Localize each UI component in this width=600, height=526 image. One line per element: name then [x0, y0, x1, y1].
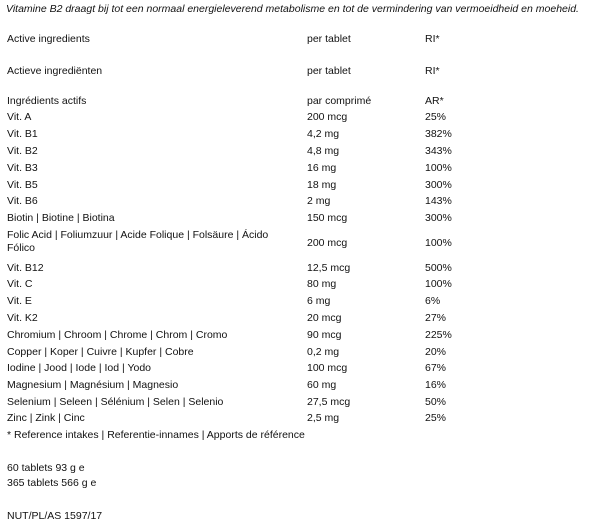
nutrient-name: Vit. B6: [7, 195, 38, 207]
nutrient-amount: 60 mg: [307, 379, 337, 391]
nutrient-amount: 27,5 mcg: [307, 396, 351, 408]
nutrient-amount: 16 mg: [307, 162, 337, 174]
nutrient-ri: 300%: [425, 212, 452, 224]
nutrient-name: Chromium | Chroom | Chrome | Chrom | Cromo: [7, 329, 228, 341]
header-unit: per tablet: [307, 33, 351, 45]
nutrient-ri: 500%: [425, 262, 452, 274]
nutrient-name: Vit. E: [7, 295, 32, 307]
header-ingredients: Ingrédients actifs: [7, 95, 87, 107]
nutrient-ri: 6%: [425, 295, 441, 307]
nutrient-amount: 4,2 mg: [307, 128, 340, 140]
nutrient-amount: 0,2 mg: [307, 346, 340, 358]
nutrient-name: Magnesium | Magnésium | Magnesio: [7, 379, 179, 391]
nutrient-ri: 225%: [425, 329, 452, 341]
nutrient-ri: 20%: [425, 346, 447, 358]
header-ingredients: Active ingredients: [7, 33, 90, 45]
header-ingredients: Actieve ingrediënten: [7, 65, 103, 77]
nutrient-amount: 2 mg: [307, 195, 331, 207]
nutrient-ri: 100%: [425, 237, 452, 249]
nutrient-name: Vit. B3: [7, 162, 38, 174]
nutrient-ri: 16%: [425, 379, 447, 391]
nutrient-name: Vit. C: [7, 278, 33, 290]
nutrient-amount: 20 mcg: [307, 312, 342, 324]
nutrient-amount: 200 mcg: [307, 237, 348, 249]
header-unit: per tablet: [307, 65, 351, 77]
nutrient-ri: 50%: [425, 396, 447, 408]
header-ri: AR*: [425, 95, 444, 107]
nutrient-name: Vit. A: [7, 111, 32, 123]
nutrient-name: Vit. B1: [7, 128, 38, 140]
nutrient-amount: 80 mg: [307, 278, 337, 290]
nutrient-name: Biotin | Biotine | Biotina: [7, 212, 115, 224]
nutrient-ri: 143%: [425, 195, 452, 207]
nutrient-amount: 4,8 mg: [307, 145, 340, 157]
nutrient-name: Zinc | Zink | Cinc: [7, 412, 85, 424]
header-ri: RI*: [425, 33, 440, 45]
nutrient-name: Vit. B12: [7, 262, 44, 274]
nutrient-name: Selenium | Seleen | Sélénium | Selen | Selenio: [7, 396, 224, 408]
nutrient-amount: 6 mg: [307, 295, 331, 307]
nutrient-ri: 27%: [425, 312, 447, 324]
nutrient-name: Vit. K2: [7, 312, 38, 324]
nutrient-amount: 200 mcg: [307, 111, 348, 123]
nutrient-name: Copper | Koper | Cuivre | Kupfer | Cobre: [7, 346, 194, 358]
notification-code: NUT/PL/AS 1597/17: [7, 510, 103, 522]
nutrient-ri: 67%: [425, 362, 447, 374]
reference-footnote: * Reference intakes | Referentie-innames | Apports de référence: [7, 429, 305, 441]
nutrient-amount: 90 mcg: [307, 329, 342, 341]
nutrient-ri: 100%: [425, 278, 452, 290]
nutrient-amount: 150 mcg: [307, 212, 348, 224]
nutrient-amount: 2,5 mg: [307, 412, 340, 424]
nutrient-ri: 343%: [425, 145, 452, 157]
header-unit: par comprimé: [307, 95, 372, 107]
nutrient-name: Vit. B5: [7, 179, 38, 191]
nutrient-ri: 25%: [425, 111, 447, 123]
nutrient-name: Vit. B2: [7, 145, 38, 157]
nutrient-ri: 100%: [425, 162, 452, 174]
pack-size-365: 365 tablets 566 g e: [7, 477, 97, 489]
header-ri: RI*: [425, 65, 440, 77]
nutrient-ri: 300%: [425, 179, 452, 191]
nutrient-amount: 18 mg: [307, 179, 337, 191]
pack-size-60: 60 tablets 93 g e: [7, 462, 85, 474]
nutrient-ri: 25%: [425, 412, 447, 424]
nutrient-name: Folic Acid | Foliumzuur | Acide Folique | Folsäure | Ácido Fólico: [7, 229, 269, 254]
nutrient-amount: 100 mcg: [307, 362, 348, 374]
nutrient-name: Iodine | Jood | Iode | Iod | Yodo: [7, 362, 152, 374]
intro-text: Vitamine B2 draagt bij tot een normaal energieleverend metabolisme en tot de vermindering van vermoeidheid en moeheid.: [6, 3, 579, 15]
nutrient-ri: 382%: [425, 128, 452, 140]
nutrient-amount: 12,5 mcg: [307, 262, 351, 274]
